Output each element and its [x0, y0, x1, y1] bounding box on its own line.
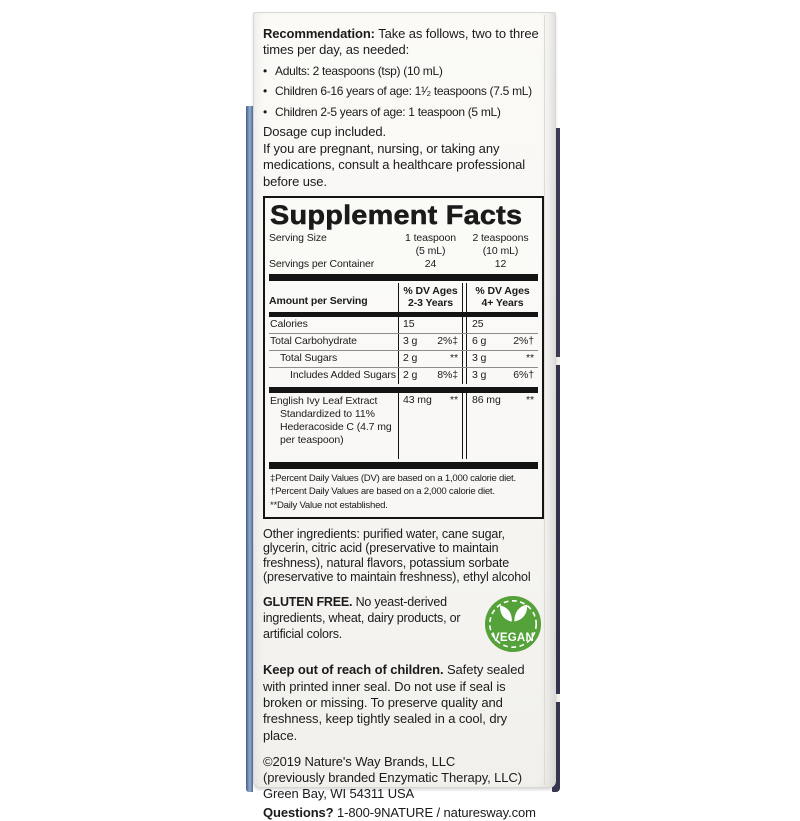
vegan-badge [484, 595, 542, 653]
child-safety-text: Safety sealed with printed inner seal. Do not use if seal is broken or missing. To preserve quality and freshness, keep tightly sealed in a cool, dry place. [263, 662, 525, 743]
supplement-facts-table [263, 196, 544, 519]
box-left-spine [246, 106, 253, 792]
recommendation-lead: Recommendation: [263, 26, 375, 41]
amount-value: 43 mg [403, 393, 432, 406]
table-divider-bar [269, 462, 538, 469]
address-line: Green Bay, WI 54311 USA [263, 785, 415, 801]
dv-value: 2%† [513, 334, 534, 347]
bullet-text: Children 2-5 years of age: 1 teaspoon (5 mL) [275, 105, 501, 119]
amount-value: 2 g [403, 351, 418, 364]
vegan-badge-label: VEGAN [492, 632, 534, 645]
company-info [263, 754, 544, 801]
nutrient-label: Includes Added Sugars [290, 368, 396, 381]
bullet-item-children-2-5 [263, 104, 544, 121]
bullet-icon: • [263, 84, 267, 99]
amount-value: 25 [472, 317, 484, 330]
product-box [246, 12, 558, 820]
other-ingredients-text: purified water, cane sugar, glycerin, citric acid (preservative to maintain freshness), natural flavors, potassium sorbate (preservative to maintain freshness), ethyl alcohol [263, 526, 531, 584]
dv-value: ** [526, 393, 534, 406]
nutrient-col2 [466, 351, 538, 367]
dv-value: ** [450, 351, 458, 364]
table-divider-bar [269, 274, 538, 281]
dv-ages-4plus-header [466, 283, 538, 312]
serving-size-col2 [463, 232, 538, 257]
nutrient-label: Total Carbohydrate [270, 334, 357, 347]
child-safety-lead: Keep out of reach of children. [263, 662, 444, 678]
serving-col1-line1: 1 teaspoon [405, 232, 456, 245]
nutrient-row-added-sugars [269, 367, 538, 384]
dosage-bullet-list [263, 63, 544, 121]
extract-detail-line: Hederacoside C (4.7 mg [280, 420, 392, 433]
serving-size-col1 [398, 232, 463, 257]
label-content [263, 26, 544, 821]
extract-detail-line: per teaspoon) [280, 433, 344, 446]
copyright-line: ©2019 Nature's Way Brands, LLC [263, 754, 456, 770]
nutrient-row-total-carbohydrate [269, 333, 538, 350]
questions-lead: Questions? [263, 804, 334, 820]
nutrient-col2 [466, 368, 538, 384]
nutrient-col2 [466, 317, 538, 333]
dosage-cup-note: Dosage cup included. [263, 123, 387, 139]
nutrient-row-calories [269, 317, 538, 333]
gluten-free-lead: GLUTEN FREE. [263, 595, 353, 610]
other-ingredients-paragraph [263, 527, 544, 584]
nutrient-col1 [398, 368, 463, 384]
dv1-line1: % DV Ages [403, 284, 458, 297]
extract-detail [270, 408, 398, 447]
servings-per-container-col2: 12 [494, 258, 507, 271]
nutrient-col1 [398, 351, 463, 367]
nutrient-col1 [398, 334, 463, 350]
bullet-icon: • [263, 63, 267, 78]
table-header-row [269, 283, 538, 312]
amount-value: 3 g [472, 368, 487, 381]
questions-line [263, 805, 544, 821]
nutrient-label: Total Sugars [280, 351, 338, 364]
amount-value: 6 g [472, 334, 487, 347]
serving-col2-line2: (10 mL) [482, 244, 519, 257]
amount-value: 3 g [403, 334, 418, 347]
amount-value: 86 mg [472, 393, 501, 406]
serving-size-row [269, 232, 538, 257]
nutrient-col2 [466, 393, 538, 459]
dv-value: ** [526, 351, 534, 364]
bullet-item-children-6-16 [263, 83, 544, 100]
nutrient-col1 [398, 317, 463, 333]
dv2-line2: 4+ Years [481, 297, 524, 310]
bullet-text: Adults: 2 teaspoons (tsp) (10 mL) [275, 63, 443, 78]
footnote-line: **Daily Value not established. [270, 499, 388, 511]
table-footnotes [269, 469, 538, 513]
gluten-free-section [263, 594, 544, 653]
footnote-line: †Percent Daily Values are based on a 2,000 calorie diet. [270, 486, 495, 498]
extract-label [269, 393, 398, 459]
bullet-text: Children 6-16 years of age: 1¹⁄₂ teaspoons (7.5 mL) [275, 84, 532, 99]
extract-name: English Ivy Leaf Extract [270, 394, 378, 407]
dv-value: ** [450, 393, 458, 406]
amount-per-serving-header: Amount per Serving [269, 295, 368, 308]
nutrient-label: Calories [270, 317, 308, 330]
gluten-free-text: No yeast-derived ingredients, wheat, dairy products, or artificial colors. [263, 595, 461, 642]
recommendation-text: Take as follows, two to three times per day, as needed: [263, 26, 539, 58]
gluten-free-paragraph [263, 594, 475, 653]
dv2-line1: % DV Ages [475, 284, 530, 297]
dv-value: 8%‡ [437, 368, 458, 381]
extract-detail-line: Standardized to 11% [280, 407, 375, 420]
nutrient-col2 [466, 334, 538, 350]
bullet-item-adults [263, 63, 544, 80]
serving-col1-line2: (5 mL) [415, 244, 446, 257]
amount-value: 3 g [472, 351, 487, 364]
pregnancy-warning: If you are pregnant, nursing, or taking any medications, consult a healthcare professional before use. [263, 141, 526, 189]
serving-size-label: Serving Size [269, 232, 327, 245]
servings-per-container-col1: 24 [424, 258, 437, 271]
dv1-line2: 2-3 Years [407, 297, 454, 310]
servings-per-container-label: Servings per Container [269, 258, 375, 271]
nutrient-row-ivy-extract [269, 393, 538, 459]
amount-value: 2 g [403, 368, 418, 381]
previous-brand-line: (previously branded Enzymatic Therapy, LLC) [263, 769, 522, 785]
nutrient-col1 [398, 393, 463, 459]
recommendation-paragraph [263, 26, 544, 59]
footnote-line: ‡Percent Daily Values (DV) are based on a 1,000 calorie diet. [270, 472, 516, 484]
bullet-icon: • [263, 105, 267, 119]
nutrient-row-total-sugars [269, 350, 538, 367]
supplement-facts-title: Supplement Facts [270, 200, 523, 231]
other-ingredients-lead: Other ingredients: [263, 526, 360, 541]
panel-crease [544, 15, 545, 785]
child-safety-paragraph [263, 662, 544, 744]
dv-ages-2-3-header [398, 283, 463, 312]
dv-value: 6%† [513, 368, 534, 381]
serving-col2-line1: 2 teaspoons [472, 232, 529, 245]
amount-value: 15 [403, 317, 415, 330]
servings-per-container-row [269, 258, 538, 271]
dv-value: 2%‡ [437, 334, 458, 347]
questions-contact: 1-800-9NATURE / naturesway.com [337, 804, 536, 820]
